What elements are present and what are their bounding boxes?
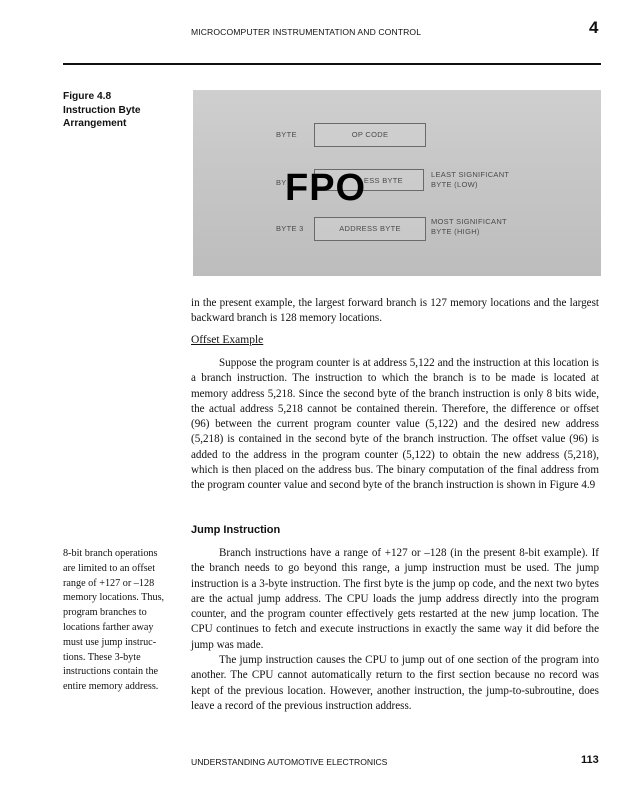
jump-text-1: Branch instructions have a range of +127 or –128 (in the present 8-bit example). If the branch needs to go beyond this range, a jump instruction must be used. The jump instruction is a 3-byte instruction. The first byte is the jump op code, and the next two bytes are the actual jump address. The CPU loads the jump address directly into the program counter, and the program counter effectively gets restarted at the new jump location. The CPU continues to fetch and execute instructions in exactly the same way it did before the jump was made. [191,547,599,651]
header-rule [63,63,601,65]
figure-caption-line: Arrangement [63,118,127,129]
figure-address-high-box: ADDRESS BYTE [314,217,426,241]
margin-note-line: memory locations. Thus, [63,592,165,604]
margin-note-line: program branches to [63,607,147,619]
fpo-placeholder: FPO [285,167,367,209]
intro-text: in the present example, the largest forward branch is 127 memory locations and the largest backward branch is 128 memory locations. [191,297,599,325]
figure-address-low-box: ESS BYTE [314,169,424,191]
margin-note-line: are limited to an offset [63,562,156,574]
offset-paragraph [191,356,599,494]
figure-caption [63,90,181,131]
jump-text-2: The jump instruction causes the CPU to jump out of one section of the program into another. The CPU cannot automatically return to the first section because no record was kept of the previous location. However, another instruction, the jump-to-subroutine, does leave a record of the previous instruction address. [191,654,599,712]
margin-note-line: instructions contain the [63,666,159,678]
figure-byte-label: BYTE 3 [276,224,304,233]
chapter-number: 4 [589,18,599,37]
figure-side-label: BYTE (HIGH) [431,227,480,236]
figure-byte-label: BYTE [276,130,297,139]
figure-side-label: BYTE (LOW) [431,180,478,189]
offset-example-heading: Offset Example [191,334,264,346]
margin-note-line: must use jump instruc- [63,636,157,648]
margin-note-line: entire memory address. [63,681,159,693]
jump-paragraphs [191,546,599,714]
figure-byte-label: BY [276,178,287,187]
figure-side-label: MOST SIGNIFICANT [431,217,507,226]
margin-note-line: locations farther away [63,621,154,633]
figure-caption-line: Instruction Byte [63,104,141,116]
page-number: 113 [581,754,599,766]
figure-opcode-box: OP CODE [314,123,426,147]
figure-caption-line: Figure 4.8 [63,91,112,102]
running-footer-title: UNDERSTANDING AUTOMOTIVE ELECTRONICS [191,757,388,767]
intro-paragraph [191,296,599,327]
running-header-title: MICROCOMPUTER INSTRUMENTATION AND CONTROL [191,27,422,37]
margin-note-line: 8-bit branch operations [63,548,158,559]
offset-text: Suppose the program counter is at address 5,122 and the instruction at this location is a branch instruction. The instruction to which the branch is to be made is located at memory address 5,218. Since the second byte of the branch instruction is only 8 bits wide, the actual address 5,218 cannot be contained therein. Therefore, the difference or offset (96) between the current program counter value (5,122) and the desired new address (5,218) is contained in the second byte of the branch instruction. The offset value (96) is added to the address in the program counter (5,122) to obtain the new address (5,218), which is then placed on the address bus. The binary computation of the final address from the program counter value and second byte of the branch instruction is shown in Figure 4.9 [191,357,599,492]
margin-note-line: tions. These 3-byte [63,651,141,663]
figure-side-label: LEAST SIGNIFICANT [431,170,510,179]
margin-note [63,547,185,695]
jump-instruction-heading: Jump Instruction [191,524,281,536]
margin-note-line: range of +127 or –128 [63,577,155,589]
figure-image [193,90,601,276]
